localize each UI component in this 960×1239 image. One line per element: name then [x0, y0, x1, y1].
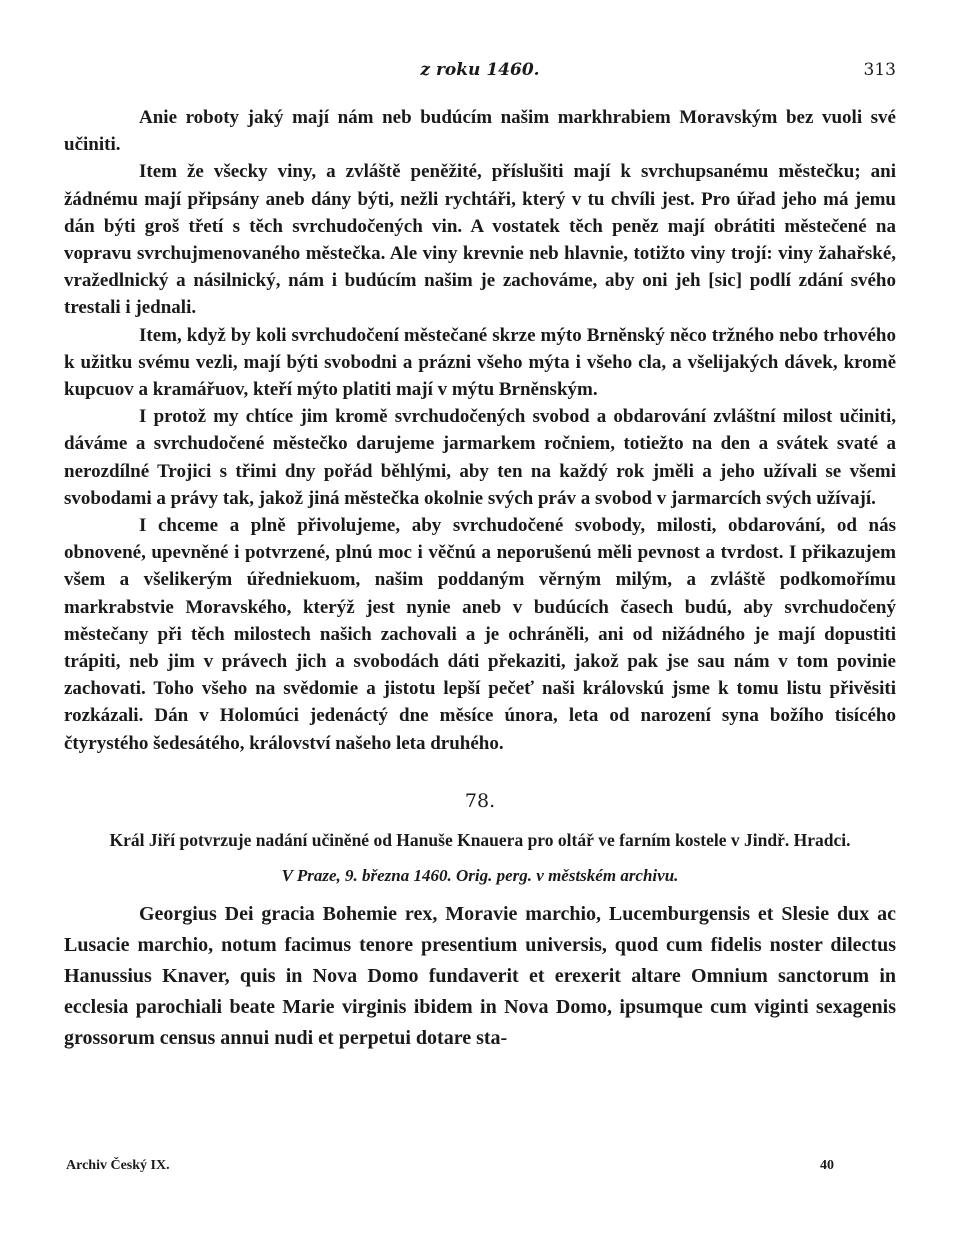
document-source-line: V Praze, 9. března 1460. Orig. perg. v městském archivu.	[281, 866, 679, 886]
body-text	[64, 104, 896, 1054]
document-number: 78.	[464, 789, 496, 812]
page-footer	[64, 1158, 834, 1178]
running-head	[64, 60, 896, 90]
latin-paragraph: Georgius Dei gracia Bohemie rex, Moravie marchio, Lucemburgensis et Slesie dux ac Lusacie marchio, notum facimus tenore presentium universis, quod cum fidelis noster dilectus Hanussius Knaver, quis in Nova Domo fundaverit et erexerit altare Omnium sanctorum in ecclesia parochiali beate Marie virginis ibidem in Nova Domo, ipsumque cum viginti sexagenis grossorum census annui nudi et perpetui dotare sta-	[64, 903, 896, 1050]
page-number: 313	[863, 60, 896, 80]
paragraph: Item že všecky viny, a zvláště peněžité, příslušiti mají k svrchupsanému městečku; ani žádnému mají připsány aneb dány býti, nežli rychtáři, který v tu chvíli jest. Pro úřad jeho má jemu dán býti groš třetí s těch svrchudočených vin. A vostatek těch peněz mají obrátiti městečené na vopravu svrchujmenovaného městečka. Ale viny krevnie neb hlavnie, totižto viny trojí: viny žahařské, vražedlnický a násilnický, nám i budúcím našim je zachováme, aby oni jeh [sic] podlí zdání svého trestali i jednali.	[64, 161, 896, 319]
paragraph: Anie roboty jaký mají nám neb budúcím našim markhrabiem Moravským bez vuoli své učiniti.	[64, 107, 896, 156]
paragraph: I protož my chtíce jim kromě svrchudočených svobod a obdarování zvláštní milost učiniti, dáváme a svrchudočené městečko darujeme jarmarkem ročniem, totiežto na den a svátek svaté a nerozdílné Trojici s třimi dny pořád běhlými, aby ten na každý rok jměli a jeho užívali se všemi svobodami a právy tak, jakož jiná městečka okolnie svých práv a svobod v jarmarcích svých užívají.	[64, 406, 896, 509]
paragraph: Item, když by koli svrchudočení městečané skrze mýto Brněnský něco tržného nebo trhového k užitku svému vezli, mají býti svobodni a prázni všeho mýta i všeho cla, a všelijakých dávek, kromě kupcuov a kramářuov, kteří mýto platiti mají v mýtu Brněnským.	[64, 324, 896, 401]
paragraph: I chceme a plně přivolujeme, aby svrchudočené svobody, milosti, obdarování, od nás obnovené, upevněné i potvrzené, plnú moc i věčnú a neporušenú měli pevnost a tvrdost. I přikazujem všem a všelikerým úředniekuom, našim poddaným věrným milým, a zvláště podkomořímu markrabstvie Moravského, kterýž jest nynie aneb v budúcích časech budú, aby svrchudočený městečany při těch milostech našich zachovali a je ochráněli, ani od nižádného je mají dopustiti trápiti, neb jim v právech jich a svobodách dáti překaziti, jakož pak jse sau nám v tom povinie zachovati. Toho všeho na svědomie a jistotu lepší pečeť naši královskú jsme k tomu listu přivěsiti rozkázali. Dán v Holomúci jedenáctý dne měsíce února, leta od narození syna božího tisícého čtyrystého šedesátého, království našeho leta druhého.	[64, 515, 896, 754]
footer-signature: Archiv Český IX.	[66, 1158, 170, 1173]
running-head-title: z roku 1460.	[420, 60, 540, 80]
footer-sheet-number: 40	[820, 1158, 834, 1173]
document-heading: Král Jiří potvrzuje nadání učiněné od Hanuše Knauera pro oltář ve farním kostele v Jindř. Hradci.	[109, 830, 851, 851]
